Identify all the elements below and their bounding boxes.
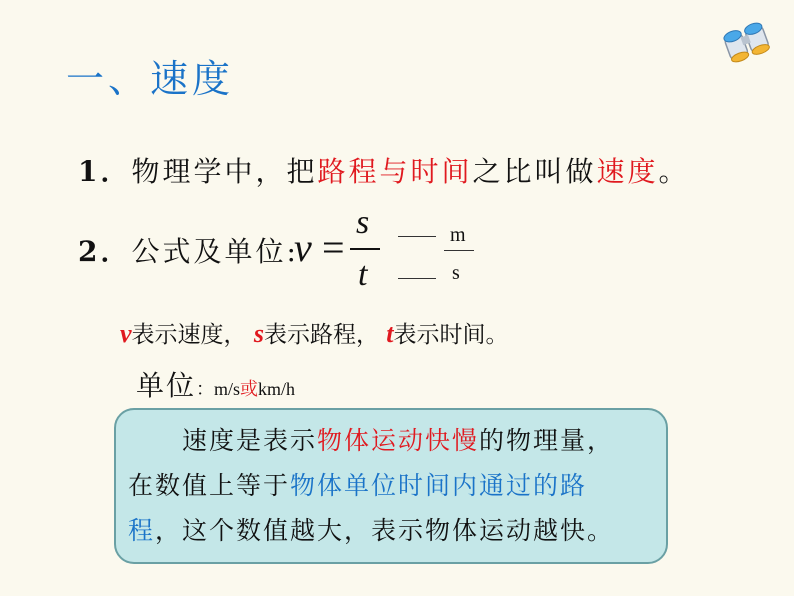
definition-pre: 物理学中，把 (131, 155, 318, 188)
formula-numerator: s (356, 204, 370, 241)
unit-top: m (450, 224, 466, 246)
formula-v: v (294, 225, 312, 270)
unit-ms: m/s (214, 379, 241, 399)
definition-mid: 之比叫做 (472, 155, 597, 188)
symbol-v-desc: 表示速度， (131, 322, 247, 348)
summary-l2-highlight: 物体单位时间内通过的路 (290, 471, 588, 500)
formula-equals: = (322, 225, 345, 270)
symbols-line (120, 316, 509, 349)
definition-highlight-2: 速度 (596, 155, 659, 188)
symbol-t-desc: 表示时间。 (393, 322, 509, 348)
symbol-s: s (253, 319, 264, 348)
formula-line (78, 230, 299, 270)
summary-line-2 (128, 463, 668, 508)
summary-l3-post: ，这个数值越大，表示物体运动越快。 (155, 516, 615, 545)
summary-l3-highlight: 程 (128, 516, 156, 545)
binoculars-icon (718, 18, 774, 64)
summary-l1-highlight: 物体运动快慢 (317, 426, 480, 455)
units-line (136, 364, 295, 404)
symbol-s-desc: 表示路程， (263, 322, 379, 348)
summary-line-1 (128, 418, 668, 463)
summary-l2-pre: 在数值上等于 (128, 471, 291, 500)
item-number: 2． (78, 235, 132, 268)
symbol-v: v (120, 319, 132, 348)
summary-l1-post: 的物理量， (479, 426, 615, 455)
definition-post: 。 (658, 155, 690, 188)
units-label: 单位 (136, 369, 197, 402)
formula-label: 公式及单位: (131, 235, 299, 268)
formula-denominator: t (358, 256, 368, 293)
definition-highlight-1: 路程与时间 (317, 155, 473, 188)
units-colon: ： (196, 379, 215, 399)
summary-l1-pre: 速度是表示 (128, 426, 318, 455)
unit-bottom: s (452, 262, 460, 284)
unit-dash-top (398, 236, 436, 237)
definition-line (78, 150, 690, 190)
summary-text (128, 418, 668, 553)
item-number: 1． (78, 155, 132, 188)
unit-fraction-bar (444, 250, 474, 251)
units-or: 或 (240, 379, 259, 400)
unit-kmh: km/h (258, 379, 296, 399)
summary-line-3 (128, 508, 668, 553)
symbol-t: t (386, 319, 394, 348)
fraction-bar (350, 248, 380, 250)
page-title: 一、速度 (66, 57, 235, 101)
unit-dash-bottom (398, 278, 436, 279)
